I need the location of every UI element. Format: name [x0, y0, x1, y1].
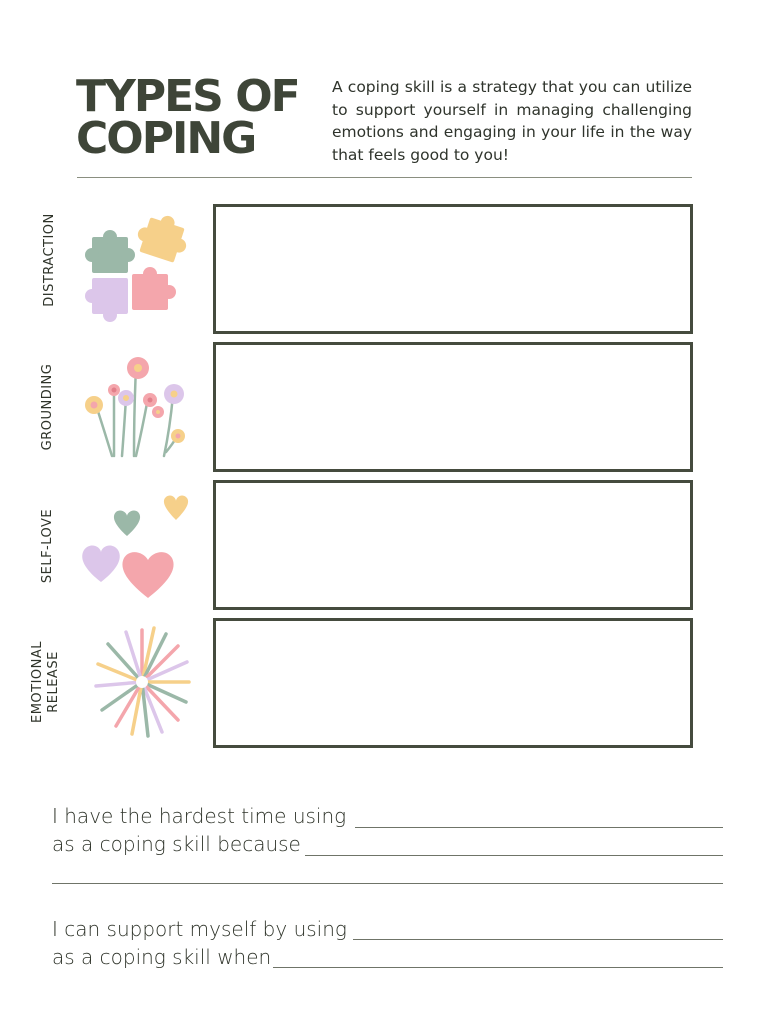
prompt-2-line-1: I can support myself by using — [52, 917, 347, 941]
label-grounding: GROUNDING — [40, 363, 55, 451]
prompt-1-line-1: I have the hardest time using — [52, 804, 347, 828]
blank-line-5[interactable] — [273, 967, 723, 968]
flowers-icon — [78, 350, 196, 462]
blank-line-3[interactable] — [52, 883, 723, 884]
burst-icon — [92, 624, 192, 740]
prompt-1-line-2: as a coping skill because — [52, 832, 301, 856]
emotional-release-box[interactable] — [213, 618, 693, 748]
intro-text: A coping skill is a strategy that you can utilize to support yourself in managing challenging emotions and engaging in your life in the way that feels good to you! — [332, 78, 692, 164]
self-love-box[interactable] — [213, 480, 693, 610]
label-emotional: EMOTIONAL — [30, 640, 45, 724]
title-line-1: TYPES OF — [76, 71, 299, 122]
label-emotional-release — [30, 582, 62, 782]
puzzle-pieces-icon — [80, 212, 195, 327]
page-title — [76, 71, 316, 164]
label-self-love: SELF-LOVE — [40, 508, 55, 584]
label-distraction: DISTRACTION — [42, 213, 57, 307]
grounding-box[interactable] — [213, 342, 693, 472]
prompt-2-line-2: as a coping skill when — [52, 945, 272, 969]
blank-line-1[interactable] — [355, 827, 723, 828]
hearts-icon — [78, 492, 198, 604]
title-line-2: COPING — [76, 113, 256, 164]
label-release: RELEASE — [46, 651, 61, 713]
blank-line-2[interactable] — [305, 855, 723, 856]
header-divider — [77, 177, 692, 178]
distraction-box[interactable] — [213, 204, 693, 334]
blank-line-4[interactable] — [353, 939, 723, 940]
